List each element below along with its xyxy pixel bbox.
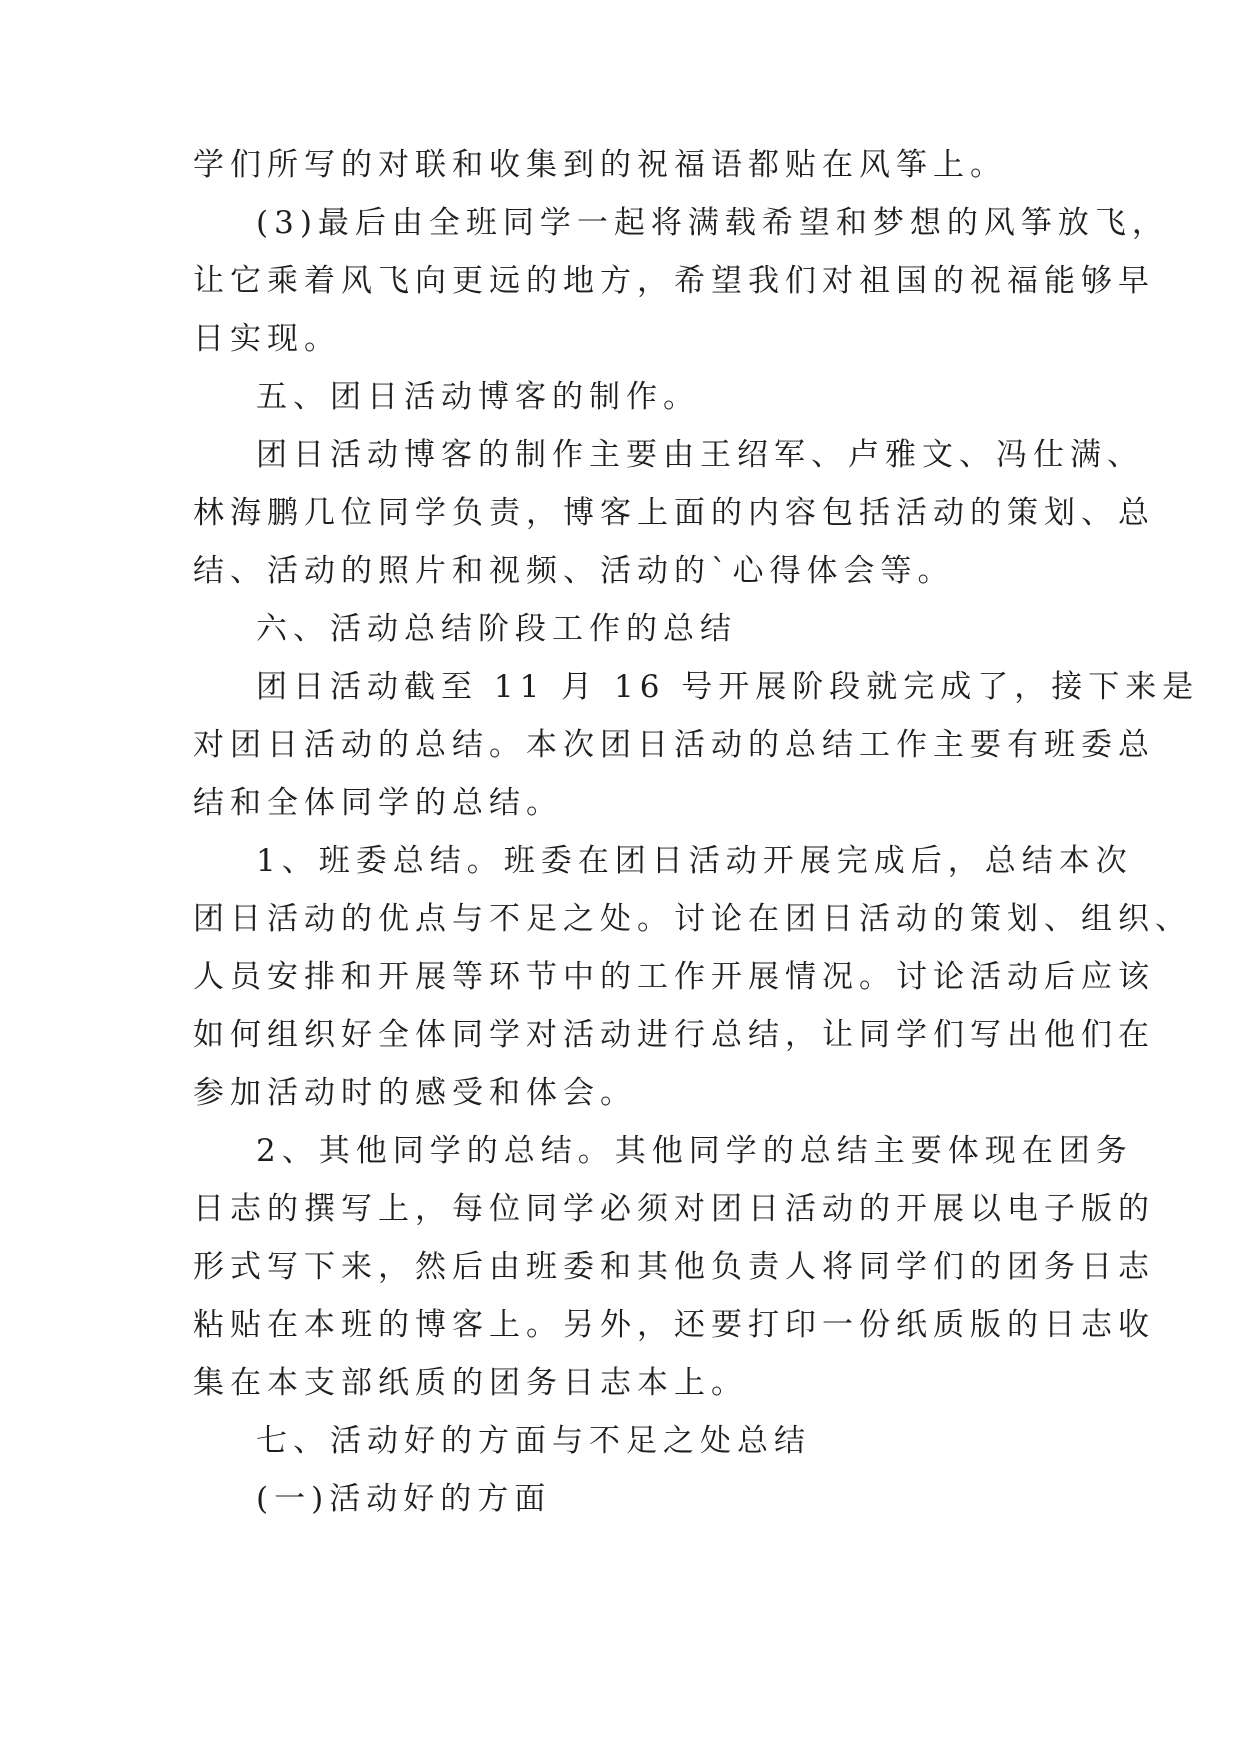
text-line: 让它乘着风飞向更远的地方，希望我们对祖国的祝福能够早 bbox=[193, 263, 1155, 299]
text-line: 形式写下来，然后由班委和其他负责人将同学们的团务日志 bbox=[193, 1249, 1155, 1285]
text-line: 粘贴在本班的博客上。另外，还要打印一份纸质版的日志收 bbox=[193, 1307, 1155, 1343]
text-line: 团日活动的优点与不足之处。讨论在团日活动的策划、组织、 bbox=[193, 901, 1192, 937]
text-line: 结、活动的照片和视频、活动的`心得体会等。 bbox=[193, 553, 955, 589]
section-heading: 五、团日活动博客的制作。 bbox=[256, 379, 700, 415]
text-line: 2、其他同学的总结。其他同学的总结主要体现在团务 bbox=[256, 1133, 1133, 1169]
text-line: 团日活动截至 11 月 16 号开展阶段就完成了，接下来是 bbox=[256, 669, 1200, 705]
text-line: (3)最后由全班同学一起将满载希望和梦想的风筝放飞， bbox=[256, 205, 1169, 241]
text-line: 日实现。 bbox=[193, 321, 341, 357]
text-line: 林海鹏几位同学负责，博客上面的内容包括活动的策划、总 bbox=[193, 495, 1155, 531]
text-line: 团日活动博客的制作主要由王绍军、卢雅文、冯仕满、 bbox=[256, 437, 1144, 473]
text-line: 参加活动时的感受和体会。 bbox=[193, 1075, 637, 1111]
text-line: 对团日活动的总结。本次团日活动的总结工作主要有班委总 bbox=[193, 727, 1155, 763]
text-line: 结和全体同学的总结。 bbox=[193, 785, 563, 821]
section-heading: 六、活动总结阶段工作的总结 bbox=[256, 611, 737, 647]
section-heading: 七、活动好的方面与不足之处总结 bbox=[256, 1423, 811, 1459]
text-line: 如何组织好全体同学对活动进行总结，让同学们写出他们在 bbox=[193, 1017, 1155, 1053]
text-line: 1、班委总结。班委在团日活动开展完成后，总结本次 bbox=[256, 843, 1133, 879]
text-line: 日志的撰写上，每位同学必须对团日活动的开展以电子版的 bbox=[193, 1191, 1155, 1227]
text-line: 集在本支部纸质的团务日志本上。 bbox=[193, 1365, 748, 1401]
subsection-heading: (一)活动好的方面 bbox=[256, 1481, 552, 1517]
text-line: 学们所写的对联和收集到的祝福语都贴在风筝上。 bbox=[193, 147, 1007, 183]
text-line: 人员安排和开展等环节中的工作开展情况。讨论活动后应该 bbox=[193, 959, 1155, 995]
